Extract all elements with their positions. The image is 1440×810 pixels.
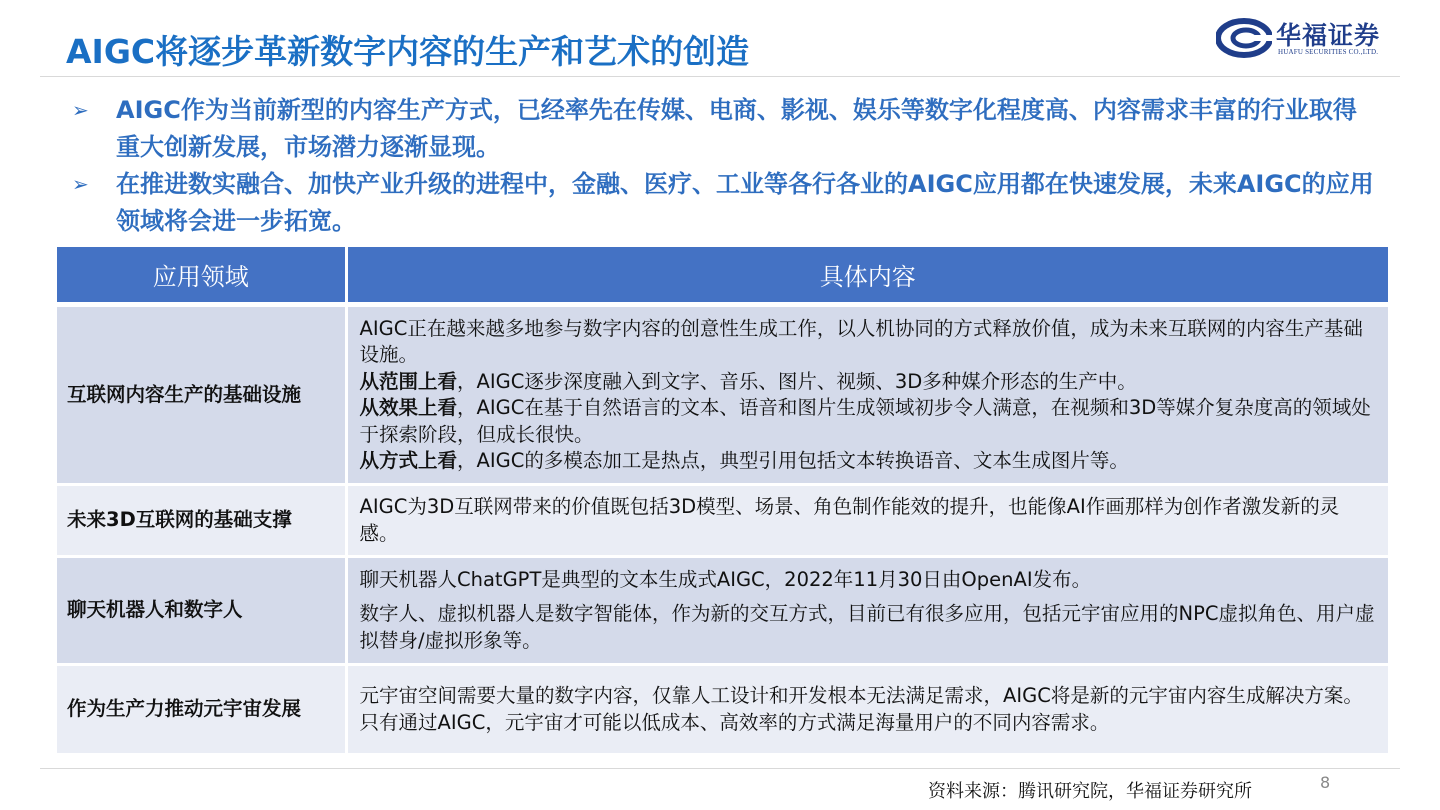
detail-cell: [346, 485, 1388, 557]
bullet-item: [70, 166, 1380, 240]
detail-paragraph: [360, 369, 1377, 396]
huafu-logo-icon: [1216, 18, 1272, 58]
logo-name-en: HUAFU SECURITIES CO.,LTD.: [1278, 48, 1379, 56]
detail-paragraph: [360, 395, 1377, 448]
application-table: [57, 247, 1388, 756]
detail-text: AIGC正在越来越多地参与数字内容的创意性生成工作，以人机协同的方式释放价值，成为未来互联网的内容生产基础设施。: [359, 316, 1363, 366]
table-row: [57, 305, 1388, 485]
arrow-bullet-icon: ➢: [72, 98, 89, 122]
detail-paragraph: [360, 683, 1377, 736]
detail-paragraph: [360, 448, 1377, 475]
bullet-item: [70, 92, 1380, 166]
area-cell: 未来3D互联网的基础支撑: [57, 485, 346, 557]
area-cell: 聊天机器人和数字人: [57, 557, 346, 665]
logo-name-cn: 华福证券: [1276, 21, 1381, 50]
detail-text: 聊天机器人ChatGPT是典型的文本生成式AIGC，2022年11月30日由OpenAI发布。: [359, 567, 1092, 591]
detail-cell: [346, 557, 1388, 665]
detail-lead: 从效果上看: [359, 396, 458, 419]
detail-text: ，AIGC在基于自然语言的文本、语音和图片生成领域初步令人满意，在视频和3D等媒介复杂度高的领域处于探索阶段，但成长很快。: [359, 396, 1371, 446]
detail-text: ，AIGC的多模态加工是热点，典型引用包括文本转换语音、文本生成图片等。: [457, 449, 1129, 472]
detail-lead: 从范围上看: [359, 369, 458, 393]
detail-lead: 从方式上看: [359, 449, 458, 472]
bullet-text: 在推进数实融合、加快产业升级的进程中，金融、医疗、工业等各行各业的AIGC应用都在快速发展，未来AIGC的应用领域将会进一步拓宽。: [116, 170, 1374, 235]
detail-cell: [346, 665, 1388, 755]
detail-text: 数字人、虚拟机器人是数字智能体，作为新的交互方式，目前已有很多应用，包括元宇宙应用的NPC虚拟角色、用户虚拟替身/虚拟形象等。: [359, 602, 1375, 652]
detail-paragraph: [360, 601, 1377, 654]
detail-cell: [346, 305, 1388, 485]
header-divider: [40, 76, 1400, 77]
area-cell: 互联网内容生产的基础设施: [57, 305, 346, 485]
source-note: 资料来源：腾讯研究院，华福证券研究所: [928, 781, 1252, 802]
page-number: 8: [1320, 773, 1331, 792]
arrow-bullet-icon: ➢: [72, 172, 89, 196]
detail-paragraph: [360, 494, 1377, 547]
bullet-list: [70, 92, 1380, 240]
company-logo: [1216, 14, 1391, 64]
area-cell: 作为生产力推动元宇宙发展: [57, 665, 346, 755]
bullet-text: AIGC作为当前新型的内容生产方式，已经率先在传媒、电商、影视、娱乐等数字化程度高、内容需求丰富的行业取得重大创新发展，市场潜力逐渐显现。: [116, 96, 1357, 161]
detail-paragraph: [360, 316, 1377, 369]
table-header-row: [57, 247, 1388, 305]
detail-paragraph: [360, 567, 1377, 594]
slide-title: AIGC将逐步革新数字内容的生产和艺术的创造: [66, 32, 750, 71]
detail-text: AIGC为3D互联网带来的价值既包括3D模型、场景、角色制作能效的提升，也能像AI作画那样为创作者激发新的灵感。: [359, 495, 1340, 545]
detail-text: ，AIGC逐步深度融入到文字、音乐、图片、视频、3D多种媒介形态的生产中。: [457, 369, 1137, 393]
footer-divider: [40, 768, 1400, 769]
detail-text: 元宇宙空间需要大量的数字内容，仅靠人工设计和开发根本无法满足需求，AIGC将是新的元宇宙内容生成解决方案。只有通过AIGC，元宇宙才可能以低成本、高效率的方式满足海量用户的不同内容需求。: [359, 684, 1363, 734]
table-row: [57, 665, 1388, 755]
column-header-detail: 具体内容: [346, 247, 1388, 305]
table-row: [57, 485, 1388, 557]
table-row: [57, 557, 1388, 665]
column-header-area: 应用领域: [57, 247, 346, 305]
